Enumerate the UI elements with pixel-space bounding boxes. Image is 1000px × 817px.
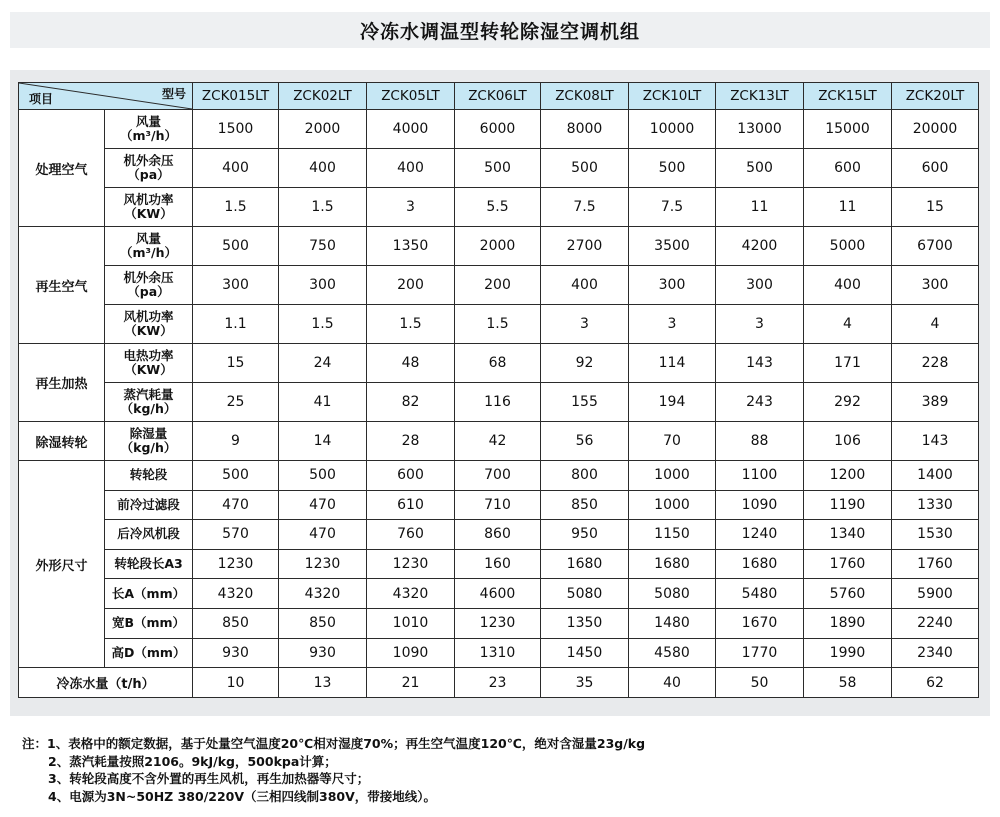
value-cell: 13000 bbox=[716, 110, 804, 149]
value-cell: 2000 bbox=[455, 227, 541, 266]
param-unit: （kg/h） bbox=[120, 401, 177, 416]
param-cell bbox=[105, 549, 193, 579]
param-name: 风机功率 bbox=[123, 192, 174, 207]
value-cell: 3500 bbox=[629, 227, 716, 266]
value-cell: 1770 bbox=[716, 638, 804, 668]
table-row bbox=[19, 422, 979, 461]
table-row bbox=[19, 638, 979, 668]
value-cell: 1.5 bbox=[455, 305, 541, 344]
value-cell: 1230 bbox=[367, 549, 455, 579]
value-cell: 1000 bbox=[629, 461, 716, 491]
value-cell: 4200 bbox=[716, 227, 804, 266]
value-cell: 23 bbox=[455, 668, 541, 698]
value-cell: 1670 bbox=[716, 608, 804, 638]
value-cell: 610 bbox=[367, 490, 455, 520]
value-cell: 8000 bbox=[541, 110, 629, 149]
value-cell: 1500 bbox=[193, 110, 279, 149]
param-name: 转轮段 bbox=[129, 467, 168, 483]
value-cell: 400 bbox=[279, 149, 367, 188]
value-cell: 200 bbox=[367, 266, 455, 305]
value-cell: 155 bbox=[541, 383, 629, 422]
value-cell: 40 bbox=[629, 668, 716, 698]
note-line: 3、转轮段高度不含外置的再生风机，再生加热器等尺寸； bbox=[48, 771, 370, 786]
value-cell: 5080 bbox=[629, 579, 716, 609]
value-cell: 5900 bbox=[892, 579, 979, 609]
param-cell bbox=[105, 579, 193, 609]
value-cell: 400 bbox=[193, 149, 279, 188]
param-unit: （m³/h） bbox=[120, 245, 177, 260]
param-cell bbox=[105, 266, 193, 305]
param-unit: （pa） bbox=[127, 167, 170, 182]
value-cell: 950 bbox=[541, 520, 629, 550]
param-name: 除湿量 bbox=[129, 426, 168, 441]
value-cell: 1330 bbox=[892, 490, 979, 520]
value-cell: 4320 bbox=[193, 579, 279, 609]
value-cell: 82 bbox=[367, 383, 455, 422]
value-cell: 160 bbox=[455, 549, 541, 579]
value-cell: 1230 bbox=[193, 549, 279, 579]
table-row bbox=[19, 549, 979, 579]
value-cell: 143 bbox=[716, 344, 804, 383]
value-cell: 1680 bbox=[716, 549, 804, 579]
value-cell: 400 bbox=[367, 149, 455, 188]
value-cell: 800 bbox=[541, 461, 629, 491]
value-cell: 2240 bbox=[892, 608, 979, 638]
value-cell: 92 bbox=[541, 344, 629, 383]
value-cell: 500 bbox=[193, 461, 279, 491]
value-cell: 300 bbox=[892, 266, 979, 305]
value-cell: 10 bbox=[193, 668, 279, 698]
note-line: 2、蒸汽耗量按照2106。9kJ/kg，500kpa计算； bbox=[48, 753, 337, 769]
value-cell: 300 bbox=[629, 266, 716, 305]
group-label-cell: 再生加热 bbox=[19, 344, 105, 422]
param-name: 宽B（mm） bbox=[111, 615, 186, 631]
group-label-cell: 处理空气 bbox=[19, 110, 105, 227]
value-cell: 21 bbox=[367, 668, 455, 698]
value-cell: 1310 bbox=[455, 638, 541, 668]
model-header-cell: ZCK08LT bbox=[541, 83, 629, 110]
value-cell: 1760 bbox=[892, 549, 979, 579]
value-cell: 35 bbox=[541, 668, 629, 698]
value-cell: 2700 bbox=[541, 227, 629, 266]
param-unit: （KW） bbox=[124, 362, 173, 377]
value-cell: 710 bbox=[455, 490, 541, 520]
model-header-cell: ZCK06LT bbox=[455, 83, 541, 110]
table-row bbox=[19, 188, 979, 227]
table-header bbox=[19, 83, 979, 110]
value-cell: 48 bbox=[367, 344, 455, 383]
value-cell: 58 bbox=[804, 668, 892, 698]
value-cell: 10000 bbox=[629, 110, 716, 149]
value-cell: 1680 bbox=[629, 549, 716, 579]
value-cell: 41 bbox=[279, 383, 367, 422]
value-cell: 4600 bbox=[455, 579, 541, 609]
value-cell: 930 bbox=[279, 638, 367, 668]
value-cell: 56 bbox=[541, 422, 629, 461]
value-cell: 500 bbox=[629, 149, 716, 188]
page-title: 冷冻水调温型转轮除湿空调机组 bbox=[359, 20, 640, 43]
value-cell: 1530 bbox=[892, 520, 979, 550]
value-cell: 5.5 bbox=[455, 188, 541, 227]
value-cell: 4320 bbox=[367, 579, 455, 609]
value-cell: 68 bbox=[455, 344, 541, 383]
value-cell: 400 bbox=[541, 266, 629, 305]
value-cell: 1400 bbox=[892, 461, 979, 491]
param-name: 高D（mm） bbox=[111, 644, 186, 660]
table-row bbox=[19, 149, 979, 188]
value-cell: 5080 bbox=[541, 579, 629, 609]
table-row bbox=[19, 461, 979, 491]
table-row bbox=[19, 668, 979, 698]
param-cell bbox=[105, 149, 193, 188]
item-header-label: 项目 bbox=[29, 92, 54, 106]
header-corner-cell bbox=[19, 83, 193, 110]
value-cell: 171 bbox=[804, 344, 892, 383]
value-cell: 194 bbox=[629, 383, 716, 422]
value-cell: 3 bbox=[629, 305, 716, 344]
param-cell bbox=[105, 188, 193, 227]
group-label-cell: 外形尺寸 bbox=[19, 461, 105, 668]
param-name: 机外余压 bbox=[123, 270, 174, 285]
param-cell bbox=[105, 344, 193, 383]
value-cell: 3 bbox=[367, 188, 455, 227]
value-cell: 760 bbox=[367, 520, 455, 550]
value-cell: 470 bbox=[279, 520, 367, 550]
value-cell: 4320 bbox=[279, 579, 367, 609]
value-cell: 11 bbox=[716, 188, 804, 227]
value-cell: 1090 bbox=[367, 638, 455, 668]
value-cell: 700 bbox=[455, 461, 541, 491]
chilled-water-label-cell: 冷冻水量（t/h） bbox=[19, 668, 193, 698]
value-cell: 1190 bbox=[804, 490, 892, 520]
model-header-cell: ZCK015LT bbox=[193, 83, 279, 110]
model-header-cell: ZCK10LT bbox=[629, 83, 716, 110]
param-unit: （KW） bbox=[124, 206, 173, 221]
note-line: 4、电源为3N~50HZ 380/220V（三相四线制380V，带接地线）。 bbox=[48, 788, 437, 804]
value-cell: 500 bbox=[279, 461, 367, 491]
value-cell: 200 bbox=[455, 266, 541, 305]
value-cell: 1.5 bbox=[279, 188, 367, 227]
param-unit: （kg/h） bbox=[120, 440, 177, 455]
value-cell: 1200 bbox=[804, 461, 892, 491]
note-line: 注：1、表格中的额定数据，基于处量空气温度20℃相对湿度70%；再生空气温度120℃，绝对含湿量23g/kg bbox=[22, 736, 646, 751]
value-cell: 1010 bbox=[367, 608, 455, 638]
param-name: 风量 bbox=[135, 231, 161, 246]
value-cell: 500 bbox=[716, 149, 804, 188]
value-cell: 1680 bbox=[541, 549, 629, 579]
value-cell: 106 bbox=[804, 422, 892, 461]
table-row bbox=[19, 305, 979, 344]
value-cell: 228 bbox=[892, 344, 979, 383]
value-cell: 850 bbox=[193, 608, 279, 638]
value-cell: 1.5 bbox=[193, 188, 279, 227]
value-cell: 1340 bbox=[804, 520, 892, 550]
value-cell: 15 bbox=[892, 188, 979, 227]
value-cell: 400 bbox=[804, 266, 892, 305]
model-header-cell: ZCK13LT bbox=[716, 83, 804, 110]
value-cell: 6000 bbox=[455, 110, 541, 149]
value-cell: 600 bbox=[367, 461, 455, 491]
param-cell bbox=[105, 110, 193, 149]
table-row bbox=[19, 383, 979, 422]
param-name: 后冷风机段 bbox=[117, 526, 180, 542]
param-cell bbox=[105, 383, 193, 422]
value-cell: 1230 bbox=[279, 549, 367, 579]
value-cell: 850 bbox=[541, 490, 629, 520]
value-cell: 600 bbox=[892, 149, 979, 188]
value-cell: 5480 bbox=[716, 579, 804, 609]
value-cell: 7.5 bbox=[629, 188, 716, 227]
param-unit: （m³/h） bbox=[120, 128, 177, 143]
value-cell: 600 bbox=[804, 149, 892, 188]
value-cell: 4000 bbox=[367, 110, 455, 149]
table-row bbox=[19, 110, 979, 149]
title-bar bbox=[10, 12, 990, 48]
param-name: 长A（mm） bbox=[111, 585, 186, 601]
table-row bbox=[19, 520, 979, 550]
param-name: 风机功率 bbox=[123, 309, 174, 324]
value-cell: 3 bbox=[716, 305, 804, 344]
param-unit: （pa） bbox=[127, 284, 170, 299]
value-cell: 88 bbox=[716, 422, 804, 461]
param-cell bbox=[105, 520, 193, 550]
value-cell: 500 bbox=[193, 227, 279, 266]
value-cell: 300 bbox=[193, 266, 279, 305]
value-cell: 292 bbox=[804, 383, 892, 422]
value-cell: 1350 bbox=[367, 227, 455, 266]
value-cell: 1.5 bbox=[367, 305, 455, 344]
value-cell: 1150 bbox=[629, 520, 716, 550]
value-cell: 1090 bbox=[716, 490, 804, 520]
model-header-cell: ZCK05LT bbox=[367, 83, 455, 110]
value-cell: 5000 bbox=[804, 227, 892, 266]
value-cell: 50 bbox=[716, 668, 804, 698]
value-cell: 850 bbox=[279, 608, 367, 638]
value-cell: 1480 bbox=[629, 608, 716, 638]
value-cell: 500 bbox=[455, 149, 541, 188]
value-cell: 1000 bbox=[629, 490, 716, 520]
value-cell: 1230 bbox=[455, 608, 541, 638]
model-header-cell: ZCK02LT bbox=[279, 83, 367, 110]
value-cell: 4 bbox=[804, 305, 892, 344]
param-cell bbox=[105, 608, 193, 638]
value-cell: 750 bbox=[279, 227, 367, 266]
table-row bbox=[19, 227, 979, 266]
value-cell: 42 bbox=[455, 422, 541, 461]
value-cell: 143 bbox=[892, 422, 979, 461]
value-cell: 25 bbox=[193, 383, 279, 422]
value-cell: 15000 bbox=[804, 110, 892, 149]
param-cell bbox=[105, 305, 193, 344]
param-name: 蒸汽耗量 bbox=[123, 387, 174, 402]
spec-table bbox=[18, 82, 979, 698]
group-label-cell: 除湿转轮 bbox=[19, 422, 105, 461]
value-cell: 243 bbox=[716, 383, 804, 422]
value-cell: 930 bbox=[193, 638, 279, 668]
table-row bbox=[19, 490, 979, 520]
value-cell: 116 bbox=[455, 383, 541, 422]
value-cell: 3 bbox=[541, 305, 629, 344]
value-cell: 1.5 bbox=[279, 305, 367, 344]
value-cell: 11 bbox=[804, 188, 892, 227]
value-cell: 1760 bbox=[804, 549, 892, 579]
value-cell: 1350 bbox=[541, 608, 629, 638]
param-unit: （KW） bbox=[124, 323, 173, 338]
value-cell: 28 bbox=[367, 422, 455, 461]
param-cell bbox=[105, 461, 193, 491]
value-cell: 2340 bbox=[892, 638, 979, 668]
param-cell bbox=[105, 490, 193, 520]
value-cell: 14 bbox=[279, 422, 367, 461]
value-cell: 570 bbox=[193, 520, 279, 550]
value-cell: 5760 bbox=[804, 579, 892, 609]
value-cell: 13 bbox=[279, 668, 367, 698]
value-cell: 6700 bbox=[892, 227, 979, 266]
value-cell: 1100 bbox=[716, 461, 804, 491]
param-name: 机外余压 bbox=[123, 153, 174, 168]
value-cell: 2000 bbox=[279, 110, 367, 149]
param-name: 风量 bbox=[135, 114, 161, 129]
param-cell bbox=[105, 638, 193, 668]
table-row bbox=[19, 579, 979, 609]
table-row bbox=[19, 266, 979, 305]
value-cell: 470 bbox=[193, 490, 279, 520]
value-cell: 1890 bbox=[804, 608, 892, 638]
table-body bbox=[19, 110, 979, 698]
value-cell: 20000 bbox=[892, 110, 979, 149]
notes bbox=[22, 735, 645, 805]
param-cell bbox=[105, 422, 193, 461]
value-cell: 1240 bbox=[716, 520, 804, 550]
param-name: 转轮段长A3 bbox=[114, 556, 183, 572]
param-cell bbox=[105, 227, 193, 266]
value-cell: 9 bbox=[193, 422, 279, 461]
table-row bbox=[19, 344, 979, 383]
value-cell: 860 bbox=[455, 520, 541, 550]
value-cell: 300 bbox=[716, 266, 804, 305]
value-cell: 70 bbox=[629, 422, 716, 461]
value-cell: 1450 bbox=[541, 638, 629, 668]
value-cell: 470 bbox=[279, 490, 367, 520]
value-cell: 1990 bbox=[804, 638, 892, 668]
value-cell: 24 bbox=[279, 344, 367, 383]
value-cell: 1.1 bbox=[193, 305, 279, 344]
table-row bbox=[19, 608, 979, 638]
model-header-cell: ZCK15LT bbox=[804, 83, 892, 110]
value-cell: 62 bbox=[892, 668, 979, 698]
value-cell: 7.5 bbox=[541, 188, 629, 227]
group-label-cell: 再生空气 bbox=[19, 227, 105, 344]
value-cell: 15 bbox=[193, 344, 279, 383]
value-cell: 300 bbox=[279, 266, 367, 305]
value-cell: 389 bbox=[892, 383, 979, 422]
value-cell: 4580 bbox=[629, 638, 716, 668]
param-name: 电热功率 bbox=[123, 348, 174, 363]
param-name: 前冷过滤段 bbox=[117, 496, 180, 512]
value-cell: 500 bbox=[541, 149, 629, 188]
value-cell: 4 bbox=[892, 305, 979, 344]
model-header-label: 型号 bbox=[161, 87, 186, 101]
model-header-cell: ZCK20LT bbox=[892, 83, 979, 110]
value-cell: 114 bbox=[629, 344, 716, 383]
